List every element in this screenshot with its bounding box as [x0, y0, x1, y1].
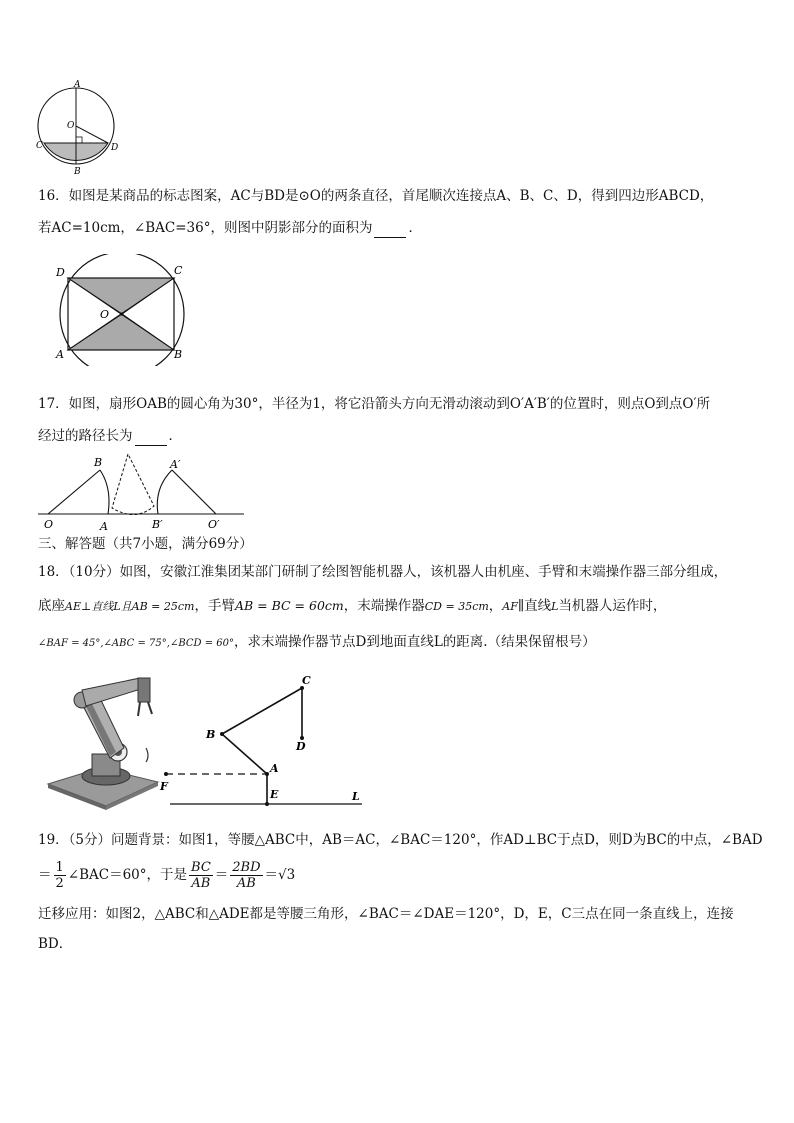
robot-arm-photo — [40, 672, 165, 812]
q17-line2-text: 经过的路径长为 — [38, 428, 133, 444]
q16-line2 — [38, 218, 422, 238]
q18-text-b: ，手臂 — [194, 598, 235, 614]
q18-text-e: ∥直线 — [517, 598, 552, 614]
label-b: B — [206, 728, 216, 741]
q18-math-4: AF — [502, 600, 518, 613]
q18-text-f: 当机器人运作时， — [558, 598, 667, 614]
frac1-denominator: AB — [191, 876, 211, 891]
shaded-triangle-bottom — [68, 314, 174, 350]
q19-eq2: ＝ — [214, 867, 229, 883]
q18-math-1: AE⊥直线L且AB = 25cm — [65, 600, 195, 613]
label-a: A — [56, 348, 64, 361]
q19-line2-mid: ∠BAC＝60°，于是 — [67, 867, 188, 883]
q18-text-c: ，末端操作器 — [343, 598, 425, 614]
label-a: A — [270, 762, 279, 775]
label-c: C — [174, 264, 183, 277]
q17-line2 — [38, 426, 182, 446]
label-c: C — [302, 674, 311, 687]
q19-line2 — [38, 858, 295, 894]
label-o-prime: O′ — [208, 518, 220, 531]
q18-text-a: 底座 — [38, 598, 65, 614]
label-b: B — [74, 167, 81, 177]
fraction-bc-ab — [189, 860, 213, 891]
q18-angles: ∠BAF = 45°,∠ABC = 75°,∠BCD = 60° — [38, 638, 234, 649]
q18-math-5: L — [551, 600, 559, 613]
figure-16-rectangle-in-circle — [54, 254, 194, 366]
label-e: E — [270, 788, 279, 801]
label-b-prime: B′ — [152, 518, 163, 531]
q18-line3 — [38, 632, 596, 654]
label-o: O — [100, 308, 110, 321]
q16-line2-text: 若AC=10cm，∠BAC=36°，则图中阴影部分的面积为 — [38, 220, 373, 236]
label-l: L — [352, 790, 360, 803]
label-d: D — [56, 266, 65, 279]
q19-line1: 19．（5分）问题背景：如图1，等腰△ABC中，AB＝AC，∠BAC＝120°，作AD⊥BC于点D，则D为BC的中点，∠BAD — [38, 832, 763, 848]
q17-line1: 17．如图，扇形OAB的圆心角为30°，半径为1，将它沿箭头方向无滑动滚动到O′A′B′的位置时，则点O到点O′所 — [38, 396, 711, 412]
figure-18-robot-diagram — [156, 672, 366, 812]
q18-math-3: CD = 35cm — [424, 600, 489, 613]
label-a: A — [74, 80, 81, 90]
fraction-2bd-ab — [230, 860, 262, 891]
frac1-numerator: BC — [191, 860, 211, 875]
q16-answer-blank — [374, 223, 406, 238]
half-denominator: 2 — [55, 876, 64, 891]
q19-eq: ＝ — [38, 867, 52, 883]
label-a-prime: A′ — [170, 458, 181, 471]
section-3-heading: 三、解答题（共7小题，满分69分） — [38, 536, 253, 552]
label-d: D — [296, 740, 306, 753]
q18-line3-text: ，求末端操作器节点D到地面直线L的距离.（结果保留根号） — [234, 634, 596, 650]
label-f: F — [160, 780, 168, 793]
q16-line1: 16．如图是某商品的标志图案，AC与BD是⊙O的两条直径，首尾顺次连接点A、B、C、D，得到四边形ABCD， — [38, 188, 714, 204]
label-b: B — [174, 348, 183, 361]
q19-eq3: ＝√3 — [264, 867, 296, 883]
frac2-denominator: AB — [236, 876, 256, 891]
shaded-triangle-top — [68, 278, 174, 314]
q19-line3: 迁移应用：如图2，△ABC和△ADE都是等腰三角形，∠BAC＝∠DAE＝120°，D，E，C三点在同一条直线上，连接 — [38, 906, 734, 922]
q17-line2-end: ． — [168, 428, 182, 444]
label-d: D — [111, 143, 119, 153]
label-o: O — [44, 518, 54, 531]
q19-line4: BD． — [38, 936, 73, 952]
frac2-numerator: 2BD — [232, 860, 261, 875]
q17-answer-blank — [135, 431, 167, 446]
q18-text-d: ， — [488, 598, 503, 614]
label-c: C — [36, 141, 43, 151]
label-b: B — [94, 456, 103, 469]
q18-line2 — [38, 596, 666, 617]
q18-line1: 18．（10分）如图，安徽江淮集团某部门研制了绘图智能机器人，该机器人由机座、手臂和末端操作器三部分组成， — [38, 564, 728, 580]
label-o: O — [67, 121, 75, 131]
figure-15-circle — [34, 78, 126, 178]
half-numerator: 1 — [55, 860, 64, 875]
label-a: A — [100, 520, 108, 532]
fraction-half — [54, 860, 66, 891]
q18-math-2: AB = BC = 60cm — [234, 598, 344, 613]
figure-17-rolling-sector — [36, 452, 246, 532]
q16-line2-end: ． — [408, 220, 422, 236]
